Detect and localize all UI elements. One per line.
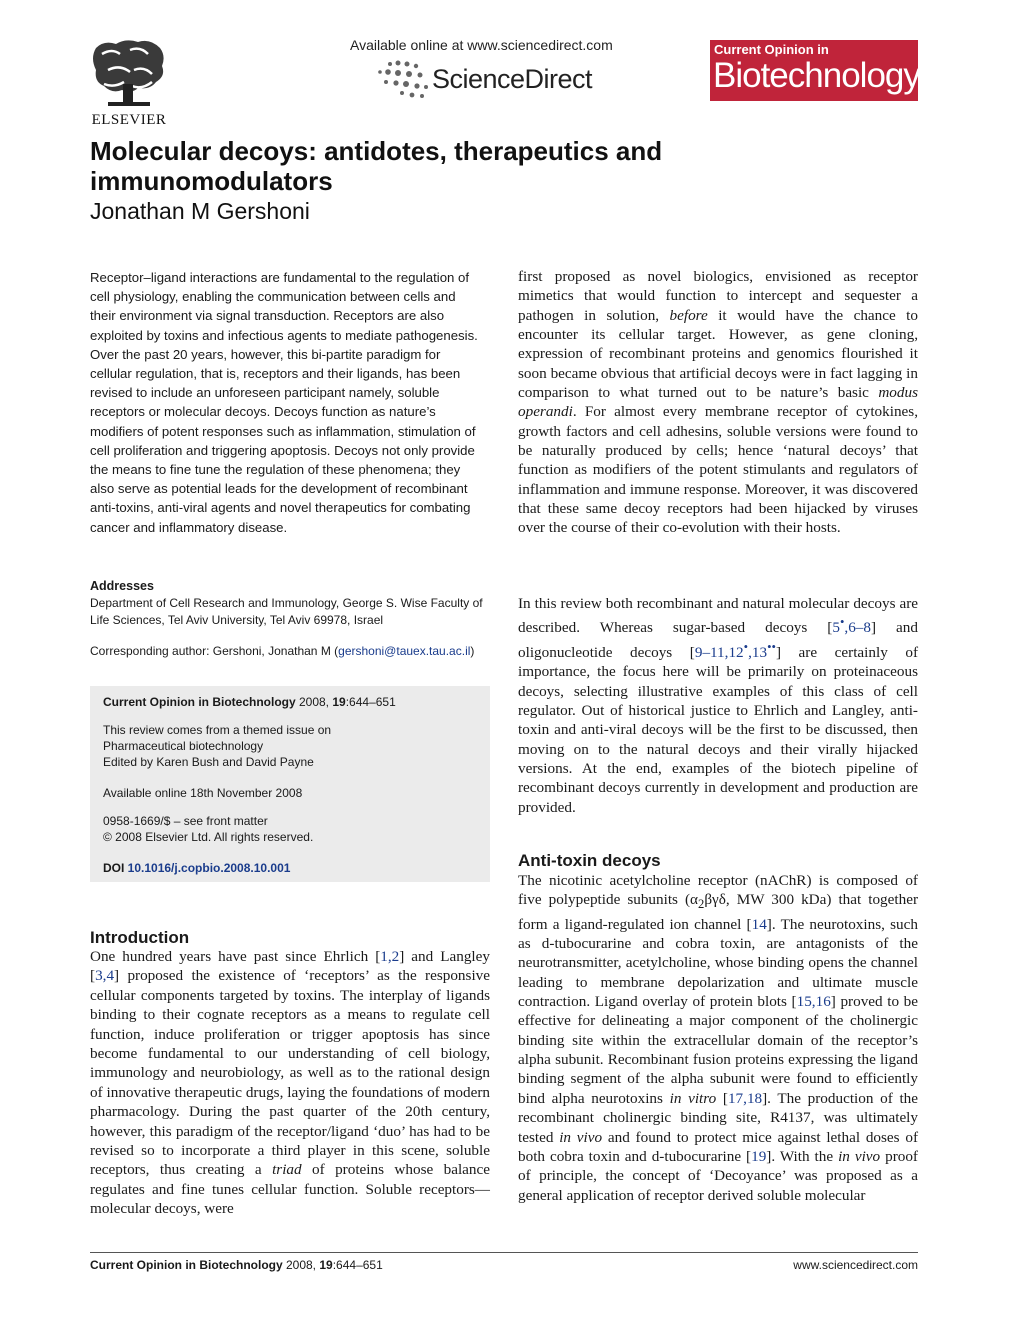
author-email-link[interactable]: gershoni@tauex.tau.ac.il bbox=[338, 644, 471, 658]
footer-divider bbox=[90, 1252, 918, 1253]
doi-label: DOI bbox=[103, 861, 128, 875]
infobox-copyright: © 2008 Elsevier Ltd. All rights reserved. bbox=[103, 830, 314, 844]
corresponding-close: ) bbox=[470, 644, 475, 658]
corresponding-author bbox=[90, 643, 500, 660]
anti-toxin-text: The nicotinic acetylcholine receptor (nAChR) is composed of five polypeptide subunits ($\alpha_2\beta\gamma\delta$, MW 300 kDa) that together form a ligand-regulated ion channel [14]. The neurotoxins, such as d-tubocurarine and cobra toxin, are antagonists of the neurotransmitter, acetylcholine, whose binding opens the channel leading to membrane depolarization and ultimate muscle contraction. Ligand overlay of protein blots [15,16] proved to be effective for delineating a major component of the cholinergic binding site within the extracellular domain of the receptor’s alpha subunit. Recombinant fusion proteins expressing the ligand binding segment of the alpha subunit were found to efficiently bind alpha neurotoxins in vitro [17,18]. The production of the recombinant cholinergic binding site, R4137, was ultimately tested in vivo and found to protect mice against lethal doses of both cobra toxin and d-tubocurarine [19]. With the in vivo proof of principle, the concept of ‘Decoyance’ was proposed as a general application of receptor derived soluble molecular bbox=[518, 872, 919, 1204]
introduction-heading: Introduction bbox=[90, 928, 190, 947]
abstract: Receptor–ligand interactions are fundamental to the regulation of cell physiology, enabling the communication between cells and their environment via signal transduction. Receptors are also exploited by toxins and infectious agents to mediate pathogenesis. Over the past 20 years, however, this bi-partite paradigm for cellular regulation, that is, receptors and their ligands, has been revised to include an unforeseen participant namely, soluble receptors or molecular decoys. Decoys function as nature’s modifiers of potent responses such as inflammation, stimulation of cell proliferation and triggering apoptosis. Decoys not only provide the means to fine tune the regulation of these phenomena; they also serve as potential leads for the development of recombinant anti-toxins, anti-viral agents and novel therapeutics for combating cancer and inflammatory disease. bbox=[90, 270, 478, 535]
footer-url[interactable]: www.sciencedirect.com bbox=[793, 1258, 918, 1272]
sciencedirect-wordmark: ScienceDirect bbox=[432, 64, 593, 94]
corresponding-label: Corresponding author: Gershoni, Jonathan M ( bbox=[90, 644, 339, 658]
body-paragraph-2: In this review both recombinant and natural molecular decoys are described. Whereas sugar-based decoys [5•,6–8] and oligonucleotide decoys [9–11,12•,13••] are certainly of importance, the focus here will be primarily on proteinaceous decoys, selecting illustrative examples of this class of cell regulator. Out of historical justice to Ehrlich and Langley, anti-toxin and anti-viral decoys will be the first to be discussed, then moving on to the natural decoys and their virally hijacked versions. At the end, examples of the biotech pipeline of recombinant decoys currently in development and production are provided. bbox=[518, 595, 918, 816]
publisher-name: ELSEVIER bbox=[91, 112, 167, 128]
infobox-journal: Current Opinion in Biotechnology bbox=[103, 695, 296, 709]
elsevier-logo bbox=[88, 40, 170, 130]
elsevier-tree-icon bbox=[90, 40, 168, 108]
doi-link[interactable]: 10.1016/j.copbio.2008.10.001 bbox=[127, 861, 291, 875]
infobox-available: Available online 18th November 2008 bbox=[103, 786, 303, 800]
footer-journal: Current Opinion in Biotechnology bbox=[90, 1258, 283, 1272]
infobox-year: 2008, bbox=[295, 695, 333, 709]
article-info-box bbox=[90, 686, 490, 882]
addresses-text: Department of Cell Research and Immunology, George S. Wise Faculty of Life Sciences, Tel Aviv University, Tel Aviv 69978, Israel bbox=[90, 596, 483, 627]
journal-badge-line1: Current Opinion in bbox=[714, 42, 829, 57]
addresses-heading: Addresses bbox=[90, 579, 154, 593]
article-title: Molecular decoys: antidotes, therapeutics and immunomodulators bbox=[90, 136, 663, 196]
footer-pages: :644–651 bbox=[332, 1258, 383, 1272]
footer-citation bbox=[90, 1258, 383, 1272]
infobox-doi bbox=[103, 860, 290, 876]
available-online-text: Available online at www.sciencedirect.com bbox=[350, 37, 613, 53]
infobox-theme-line1: This review comes from a themed issue on bbox=[103, 723, 332, 737]
journal-badge bbox=[710, 40, 918, 101]
infobox-volume: 19 bbox=[332, 695, 346, 709]
article-author: Jonathan M Gershoni bbox=[90, 198, 310, 224]
infobox-theme-line2: Pharmaceutical biotechnology bbox=[103, 739, 264, 753]
sciencedirect-dots-icon bbox=[376, 58, 432, 102]
body-paragraph-1: first proposed as novel biologics, envisioned as receptor mimetics that would function to intercept and sequester a pathogen in solution, before it would have the chance to encounter its cellular target. However, as gene cloning, expression of recombinant proteins and genomics flourished it soon became obvious that artificial decoys were in fact lagging in comparison to what turned out to be nature’s basic modus operandi. For almost every membrane receptor of cytokines, growth factors and cell adhesins, soluble versions were found to be naturally produced by cells; hence ‘natural decoys’ that function as modifiers of the potent stimulants and regulators of inflammation and immune response. Moreover, it was discovered that these same decoy receptors had been hijacked by viruses over the course of their co-evolution with their hosts. bbox=[518, 268, 918, 537]
sciencedirect-logo bbox=[376, 58, 616, 102]
infobox-issn: 0958-1669/$ – see front matter bbox=[103, 814, 268, 828]
infobox-editors: Edited by Karen Bush and David Payne bbox=[103, 755, 314, 769]
journal-badge-line2: Biotechnology bbox=[713, 56, 920, 95]
footer-year: 2008, bbox=[282, 1258, 320, 1272]
footer-volume: 19 bbox=[319, 1258, 333, 1272]
infobox-citation bbox=[103, 694, 396, 710]
introduction-text: One hundred years have past since Ehrlich [1,2] and Langley [3,4] proposed the existence of ‘receptors’ as the responsive cellular components targeted by toxins. The interplay of ligands binding to their cognate receptors as a means to regulate cell function, induce proliferation or trigger apoptosis has since become fundamental to our understanding of cell biology, immunology and neurobiology, as well as to the rational design of innovative therapeutic drugs, laying the foundations of modern pharmacology. During the past quarter of the 20th century, however, this paradigm of the receptor/ligand ‘duo’ has had to be revised so to incorporate a third player in this scene, soluble receptors, thus creating a triad of proteins whose balance regulates and fine tunes cellular function. Soluble receptors—molecular decoys, were bbox=[90, 948, 491, 1218]
anti-toxin-heading: Anti-toxin decoys bbox=[518, 851, 661, 870]
infobox-pages: :644–651 bbox=[345, 695, 396, 709]
